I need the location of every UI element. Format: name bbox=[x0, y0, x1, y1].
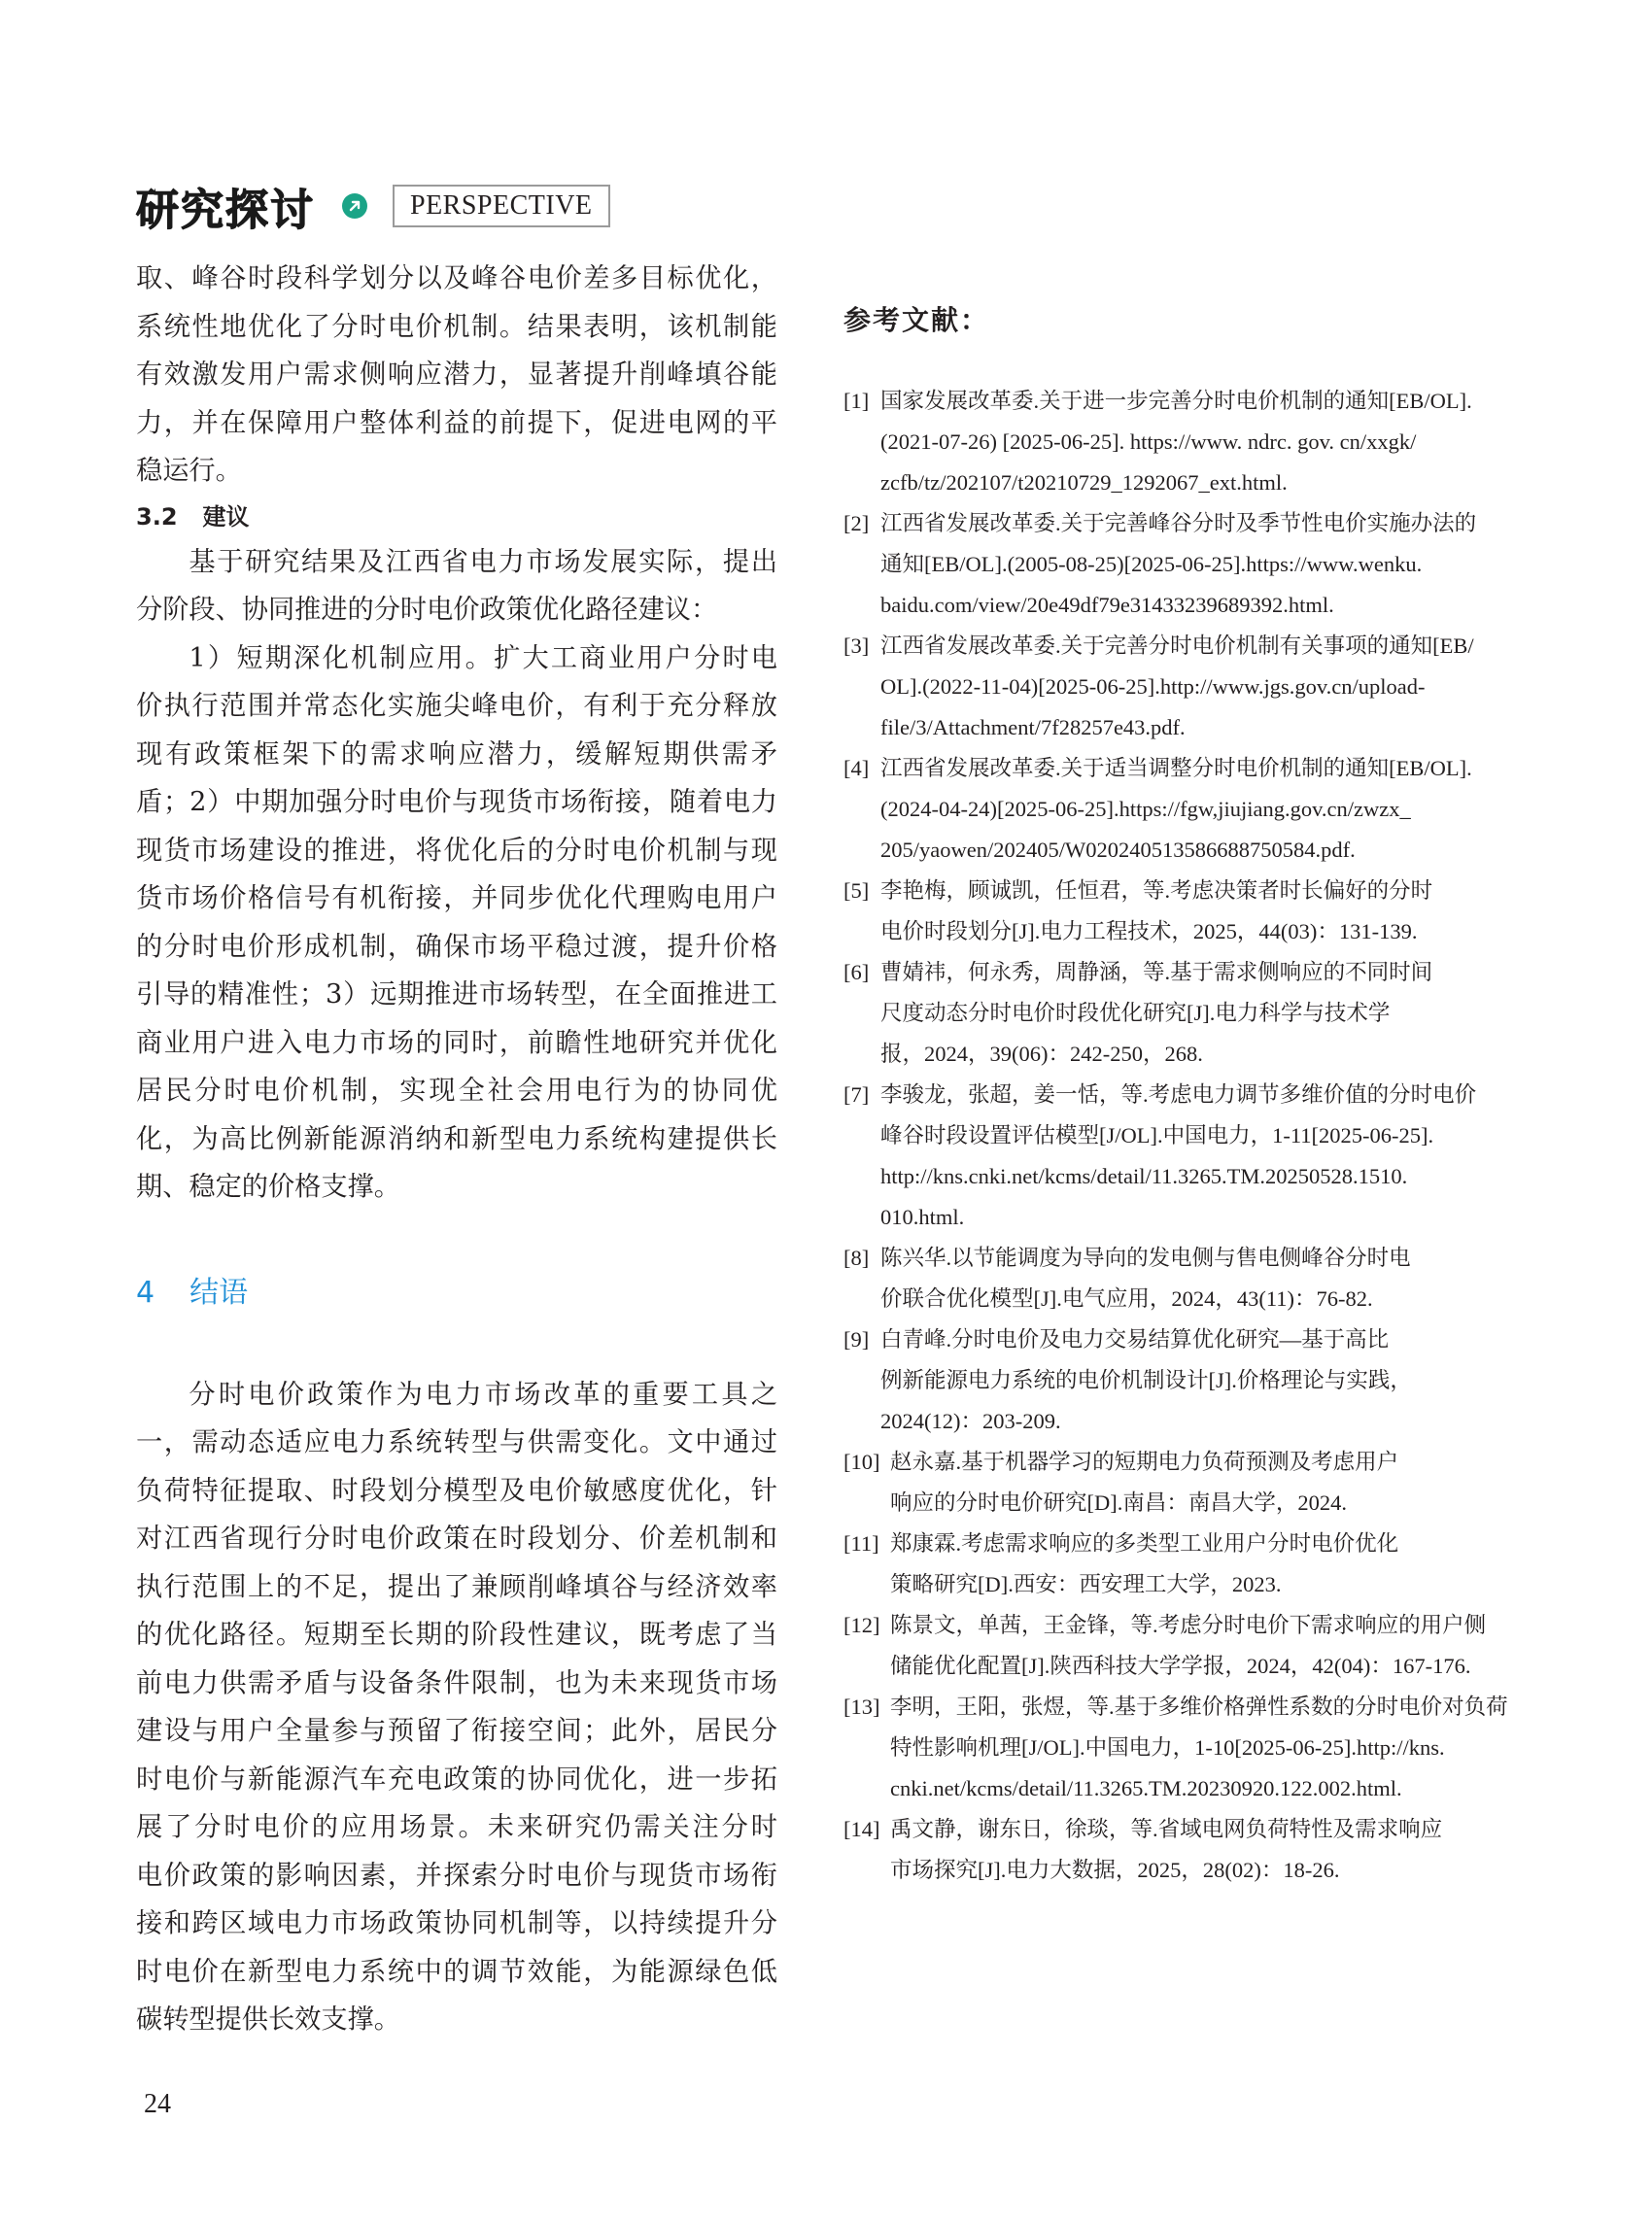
reference-text-line: zcfb/tz/202107/t20210729_1292067_ext.html. bbox=[880, 470, 1288, 495]
reference-text-line: 江西省发展改革委.关于完善分时电价机制有关事项的通知[EB/ bbox=[880, 634, 1474, 658]
reference-item bbox=[843, 381, 1504, 503]
text-line: 现有政策框架下的需求响应潜力，缓解短期供需矛 bbox=[136, 738, 777, 770]
text-line: 分时电价政策作为电力市场改革的重要工具之 bbox=[189, 1379, 777, 1410]
text-line: 化，为高比例新能源消纳和新型电力系统构建提供长 bbox=[136, 1123, 777, 1154]
reference-item bbox=[843, 748, 1504, 871]
reference-item bbox=[843, 1524, 1504, 1605]
reference-text-line: file/3/Attachment/7f28257e43.pdf. bbox=[880, 715, 1186, 739]
perspective-badge: PERSPECTIVE bbox=[393, 185, 610, 227]
reference-text-line: 储能优化配置[J].陕西科技大学学报，2024，42(04)：167-176. bbox=[890, 1654, 1471, 1678]
reference-list bbox=[843, 381, 1508, 1891]
paragraph-recommendations bbox=[136, 634, 777, 1212]
paragraph-conclusion-continued bbox=[136, 255, 777, 496]
paragraph-recommendation-intro bbox=[136, 538, 777, 634]
reference-text-line: 李艳梅，顾诚凯，任恒君，等.考虑决策者时长偏好的分时 bbox=[880, 878, 1433, 903]
text-line: 稳运行。 bbox=[136, 456, 242, 486]
reference-text-line: 江西省发展改革委.关于完善峰谷分时及季节性电价实施办法的 bbox=[880, 511, 1477, 535]
text-line: 时电价与新能源汽车充电政策的协同优化，进一步拓 bbox=[136, 1764, 777, 1795]
reference-number: [11] bbox=[843, 1531, 879, 1556]
reference-text-line: 李明，王阳，张煜，等.基于多维价格弹性系数的分时电价对负荷 bbox=[890, 1695, 1508, 1719]
page-number: 24 bbox=[144, 2089, 171, 2119]
text-line: 分阶段、协同推进的分时电价政策优化路径建议： bbox=[136, 595, 718, 625]
reference-text-line: 江西省发展改革委.关于适当调整分时电价机制的通知[EB/OL]. bbox=[880, 756, 1472, 780]
reference-text-line: 曹婧祎，何永秀，周静涵，等.基于需求侧响应的不同时间 bbox=[880, 960, 1433, 984]
reference-item bbox=[843, 1605, 1504, 1687]
text-line: 1）短期深化机制应用。扩大工商业用户分时电 bbox=[189, 642, 777, 673]
reference-text-line: 2024(12)：203-209. bbox=[880, 1409, 1061, 1433]
text-line: 有效激发用户需求侧响应潜力，显著提升削峰填谷能 bbox=[136, 360, 777, 390]
text-line: 接和跨区域电力市场政策协同机制等，以持续提升分 bbox=[136, 1908, 777, 1938]
reference-number: [5] bbox=[843, 878, 870, 903]
reference-number: [8] bbox=[843, 1246, 870, 1270]
text-line: 引导的精准性；3）远期推进市场转型，在全面推进工 bbox=[136, 979, 777, 1010]
reference-text-line: 响应的分时电价研究[D].南昌：南昌大学，2024. bbox=[890, 1490, 1347, 1515]
reference-item bbox=[843, 1075, 1504, 1238]
reference-text-line: 电价时段划分[J].电力工程技术，2025，44(03)：131-139. bbox=[880, 919, 1418, 943]
text-line: 建设与用户全量参与预留了衔接空间；此外，居民分 bbox=[136, 1716, 777, 1746]
section-title: 结语 bbox=[189, 1275, 249, 1310]
column-title: 研究探讨 bbox=[136, 186, 315, 235]
reference-number: [4] bbox=[843, 756, 870, 780]
reference-text-line: 李骏龙，张超，姜一恬，等.考虑电力调节多维价值的分时电价 bbox=[880, 1082, 1477, 1107]
references-column bbox=[843, 299, 1508, 1891]
reference-text-line: 205/yaowen/202405/W020240513586688750584.pdf. bbox=[880, 838, 1356, 862]
reference-text-line: (2024-04-24)[2025-06-25].https://fgw,jiujiang.gov.cn/zwzx_ bbox=[880, 797, 1411, 821]
text-line: 力，并在保障用户整体利益的前提下，促进电网的平 bbox=[136, 407, 777, 438]
reference-item bbox=[843, 1319, 1504, 1442]
text-line: 的优化路径。短期至长期的阶段性建议，既考虑了当 bbox=[136, 1620, 777, 1650]
reference-text-line: 策略研究[D].西安：西安理工大学，2023. bbox=[890, 1572, 1282, 1596]
text-line: 展了分时电价的应用场景。未来研究仍需关注分时 bbox=[136, 1812, 777, 1842]
subsection-title: 建议 bbox=[202, 502, 250, 531]
section-number: 4 bbox=[136, 1275, 155, 1310]
paragraph-summary bbox=[136, 1371, 777, 2044]
reference-text-line: 价联合优化模型[J].电气应用，2024，43(11)：76-82. bbox=[880, 1286, 1373, 1311]
left-column bbox=[136, 255, 777, 2044]
text-line: 期、稳定的价格支撑。 bbox=[136, 1172, 400, 1202]
reference-text-line: OL].(2022-11-04)[2025-06-25].http://www.jgs.gov.cn/upload- bbox=[880, 674, 1426, 699]
reference-number: [12] bbox=[843, 1613, 880, 1637]
subsection-heading bbox=[136, 496, 777, 538]
reference-text-line: 市场探究[J].电力大数据，2025，28(02)：18-26. bbox=[890, 1858, 1340, 1882]
reference-text-line: 郑康霖.考虑需求响应的多类型工业用户分时电价优化 bbox=[890, 1531, 1399, 1556]
text-line: 的分时电价形成机制，确保市场平稳过渡，提升价格 bbox=[136, 931, 777, 962]
reference-number: [1] bbox=[843, 389, 870, 413]
reference-item bbox=[843, 503, 1504, 626]
section-header bbox=[136, 175, 610, 237]
text-line: 电价政策的影响因素，并探索分时电价与现货市场衔 bbox=[136, 1860, 777, 1891]
reference-number: [9] bbox=[843, 1327, 870, 1352]
text-line: 执行范围上的不足，提出了兼顾削峰填谷与经济效率 bbox=[136, 1571, 777, 1602]
text-line: 现货市场建设的推进，将优化后的分时电价机制与现 bbox=[136, 835, 777, 866]
reference-text-line: baidu.com/view/20e49df79e31433239689392.html. bbox=[880, 593, 1334, 617]
reference-text-line: 峰谷时段设置评估模型[J/OL].中国电力，1-11[2025-06-25]. bbox=[880, 1123, 1434, 1147]
reference-item bbox=[843, 626, 1504, 748]
text-line: 货市场价格信号有机衔接，并同步优化代理购电用户 bbox=[136, 883, 777, 913]
reference-text-line: 陈景文，单茜，王金锋，等.考虑分时电价下需求响应的用户侧 bbox=[890, 1613, 1487, 1637]
reference-item bbox=[843, 1238, 1504, 1319]
reference-text-line: 尺度动态分时电价时段优化研究[J].电力科学与技术学 bbox=[880, 1001, 1391, 1025]
reference-text-line: 赵永嘉.基于机器学习的短期电力负荷预测及考虑用户 bbox=[890, 1450, 1399, 1474]
section-heading bbox=[136, 1268, 777, 1311]
text-line: 系统性地优化了分时电价机制。结果表明，该机制能 bbox=[136, 311, 777, 342]
text-line: 对江西省现行分时电价政策在时段划分、价差机制和 bbox=[136, 1524, 777, 1554]
text-line: 一，需动态适应电力系统转型与供需变化。文中通过 bbox=[136, 1427, 777, 1457]
reference-item bbox=[843, 1442, 1504, 1524]
reference-text-line: 特性影响机理[J/OL].中国电力，1-10[2025-06-25].http://kns. bbox=[890, 1735, 1445, 1760]
arrow-up-right-icon bbox=[342, 193, 367, 219]
text-line: 商业用户进入电力市场的同时，前瞻性地研究并优化 bbox=[136, 1027, 777, 1058]
reference-text-line: cnki.net/kcms/detail/11.3265.TM.20230920.122.002.html. bbox=[890, 1776, 1402, 1800]
reference-number: [6] bbox=[843, 960, 870, 984]
text-line: 碳转型提供长效支撑。 bbox=[136, 2004, 400, 2035]
reference-text-line: 010.html. bbox=[880, 1205, 965, 1229]
reference-text-line: http://kns.cnki.net/kcms/detail/11.3265.TM.20250528.1510. bbox=[880, 1164, 1408, 1188]
text-line: 价执行范围并常态化实施尖峰电价，有利于充分释放 bbox=[136, 691, 777, 721]
text-line: 居民分时电价机制，实现全社会用电行为的协同优 bbox=[136, 1076, 777, 1106]
reference-text-line: 国家发展改革委.关于进一步完善分时电价机制的通知[EB/OL]. bbox=[880, 389, 1472, 413]
text-line: 时电价在新型电力系统中的调节效能，为能源绿色低 bbox=[136, 1956, 777, 1987]
reference-number: [13] bbox=[843, 1695, 880, 1719]
text-line: 负荷特征提取、时段划分模型及电价敏感度优化，针 bbox=[136, 1475, 777, 1506]
reference-text-line: 白青峰.分时电价及电力交易结算优化研究—基于高比 bbox=[880, 1327, 1390, 1352]
reference-number: [3] bbox=[843, 634, 870, 658]
text-line: 取、峰谷时段科学划分以及峰谷电价差多目标优化， bbox=[136, 263, 777, 293]
references-heading: 参考文献： bbox=[843, 304, 990, 336]
reference-number: [10] bbox=[843, 1450, 880, 1474]
subsection-number: 3.2 bbox=[136, 502, 178, 531]
reference-item bbox=[843, 1809, 1504, 1891]
reference-text-line: 陈兴华.以节能调度为导向的发电侧与售电侧峰谷分时电 bbox=[880, 1246, 1411, 1270]
reference-item bbox=[843, 871, 1504, 952]
reference-text-line: 报，2024，39(06)：242-250，268. bbox=[880, 1042, 1203, 1066]
reference-text-line: 禹文静，谢东日，徐琰，等.省域电网负荷特性及需求响应 bbox=[890, 1817, 1443, 1841]
reference-number: [14] bbox=[843, 1817, 880, 1841]
reference-number: [2] bbox=[843, 511, 870, 535]
text-line: 盾；2）中期加强分时电价与现货市场衔接，随着电力 bbox=[136, 787, 777, 817]
reference-item bbox=[843, 1687, 1508, 1809]
reference-text-line: 例新能源电力系统的电价机制设计[J].价格理论与实践， bbox=[880, 1368, 1412, 1392]
reference-text-line: (2021-07-26) [2025-06-25]. https://www. ndrc. gov. cn/xxgk/ bbox=[880, 429, 1417, 454]
reference-item bbox=[843, 952, 1504, 1075]
text-line: 前电力供需矛盾与设备条件限制，也为未来现货市场 bbox=[136, 1667, 777, 1698]
reference-text-line: 通知[EB/OL].(2005-08-25)[2025-06-25].https://www.wenku. bbox=[880, 552, 1423, 576]
text-line: 基于研究结果及江西省电力市场发展实际，提出 bbox=[189, 546, 777, 577]
reference-number: [7] bbox=[843, 1082, 870, 1107]
